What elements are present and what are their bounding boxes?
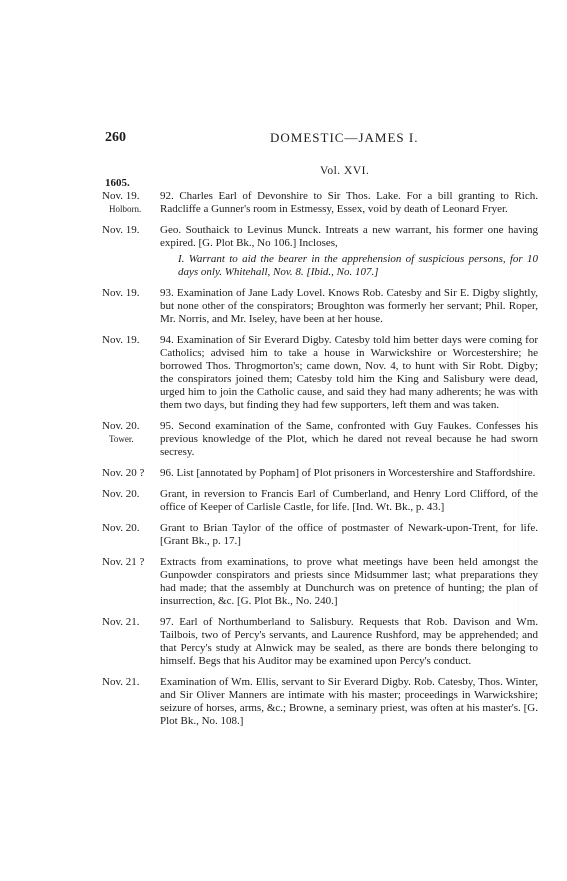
entry-date: Nov. 20. <box>102 522 140 534</box>
entry-text: 93. Examination of Jane Lady Lovel. Knows Rob. Catesby and Sir E. Digby slightly, but none other of the conspirators; Broughton was formerly her servant; Phil. Roper, Mr. Norris, and Mr. Iseley, have been at her house. <box>160 287 538 325</box>
entry-date: Nov. 19. <box>102 287 140 299</box>
calendar-entry <box>100 287 540 326</box>
calendar-entry <box>100 420 540 459</box>
entry-date: Nov. 20. Tower. <box>102 420 157 446</box>
year-label: 1605. <box>105 177 130 189</box>
entry-text: 96. List [annotated by Popham] of Plot prisoners in Worcestershire and Staffordshire. <box>160 467 536 479</box>
calendar-entry <box>100 224 540 279</box>
entry-text: 92. Charles Earl of Devonshire to Sir Thos. Lake. For a bill granting to Rich. Radcliffe a Gunner's room in Estmessy, Essex, void by death of Leonard Fryer. <box>160 190 538 215</box>
calendar-entry <box>100 676 540 728</box>
entry-enclosure: I. Warrant to aid the bearer in the apprehension of suspicious persons, for 10 days only. Whitehall, Nov. 8. [Ibid., No. 107.] <box>178 253 538 278</box>
calendar-entry <box>100 467 540 480</box>
entry-date: Nov. 20 ? <box>102 467 145 479</box>
entry-place: Tower. <box>109 434 134 444</box>
calendar-entry <box>100 488 540 514</box>
page-header <box>105 130 535 148</box>
entry-text: Geo. Southaick to Levinus Munck. Intreats a new warrant, his former one having expired. [G. Plot Bk., No 106.] Incloses, <box>160 224 538 249</box>
entry-date: Nov. 21. <box>102 676 140 688</box>
entry-text: Examination of Wm. Ellis, servant to Sir Everard Digby. Rob. Catesby, Thos. Winter, and Sir Oliver Manners are intimate with his master; proceedings in Warwickshire; seizure of horses, arms, &c.; Browne, a seminary priest, was often at his master's. [G. Plot Bk., No. 108.] <box>160 676 538 727</box>
calendar-entry <box>100 556 540 608</box>
calendar-entry <box>100 616 540 668</box>
entry-text: 94. Examination of Sir Everard Digby. Catesby told him better days were coming for Catholics; advised him to take a house in Warwickshire or Worcestershire; he borrowed Thos. Throgmorton's; came down, Nov. 4, to hunt with Sir Robt. Digby; the conspirators joined them; Catesby told him the King and Salisbury were dead, urged him to join the Catholic cause, and said they had many adherents; he was with them two days, but finding they had few supporters, left them and was taken. <box>160 334 538 411</box>
running-title: DOMESTIC—JAMES I. <box>270 130 419 145</box>
entry-text: Extracts from examinations, to prove what meetings have been held amongst the Gunpowder conspirators and priests since Midsummer last; what preparations they had made; that the assembly at Dunchurch was on pretence of hunting; the plan of insurrection, &c. [G. Plot Bk., No. 240.] <box>160 556 538 607</box>
calendar-entry <box>100 334 540 412</box>
entry-date: Nov. 19. Holborn. <box>102 190 157 216</box>
entry-date: Nov. 21 ? <box>102 556 145 568</box>
entry-date: Nov. 21. <box>102 616 140 628</box>
entry-text: 95. Second examination of the Same, confronted with Guy Faukes. Confesses his previous knowledge of the Plot, which he dared not reveal because he had sworn secresy. <box>160 420 538 458</box>
calendar-entry <box>100 522 540 548</box>
calendar-entry <box>100 190 540 216</box>
entry-text: Grant, in reversion to Francis Earl of Cumberland, and Henry Lord Clifford, of the office of Keeper of Carlisle Castle, for life. [Ind. Wt. Bk., p. 43.] <box>160 488 538 513</box>
entry-date: Nov. 20. <box>102 488 140 500</box>
entry-place: Holborn. <box>109 204 142 214</box>
entry-date: Nov. 19. <box>102 334 140 346</box>
page-number: 260 <box>105 130 126 145</box>
entry-text: 97. Earl of Northumberland to Salisbury. Requests that Rob. Davison and Wm. Tailbois, two of Percy's servants, and Laurence Rushford, may be apprehended; and that Percy's study at Alnwick may be sealed, as there are bonds there belonging to himself. Begs that his Auditor may be examined upon Percy's conduct. <box>160 616 538 667</box>
volume-heading: Vol. XVI. <box>320 165 370 177</box>
entry-date: Nov. 19. <box>102 224 140 236</box>
entry-text: Grant to Brian Taylor of the office of postmaster of Newark-upon-Trent, for life. [Grant Bk., p. 17.] <box>160 522 538 547</box>
calendar-entries <box>100 177 540 736</box>
